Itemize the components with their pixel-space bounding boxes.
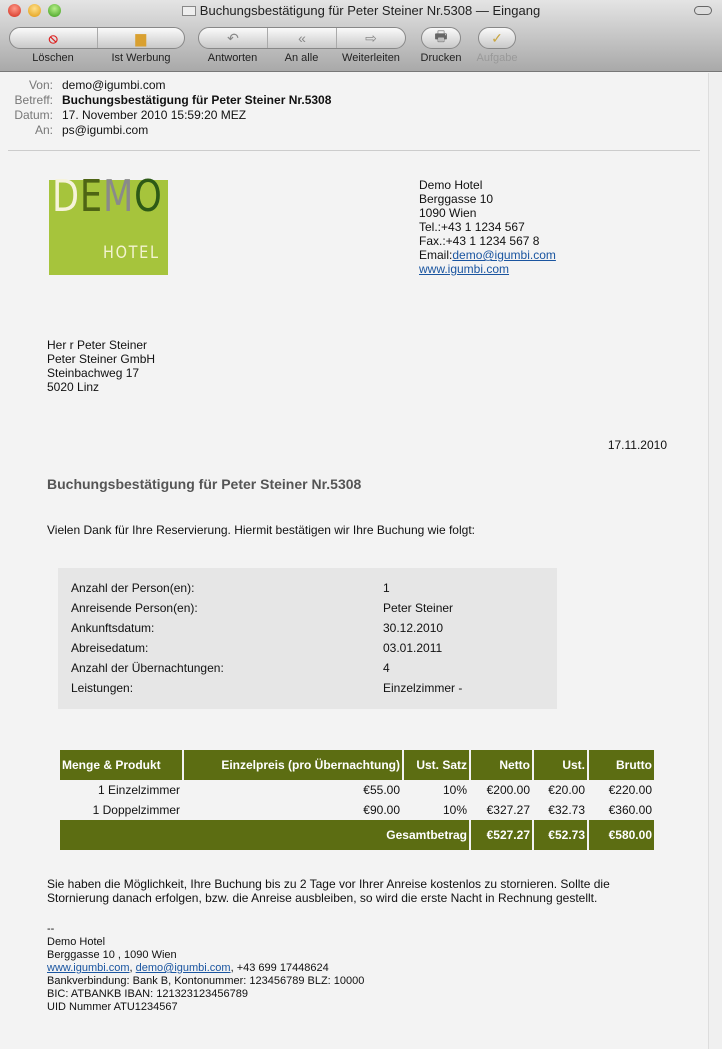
total-ust: €52.73 bbox=[534, 820, 587, 850]
recipient-street: Steinbachweg 17 bbox=[47, 366, 140, 380]
reply-all-label[interactable]: An alle bbox=[284, 52, 319, 64]
date-value: 17. November 2010 15:59:20 MEZ bbox=[62, 108, 247, 122]
delete-icon: ⦸ bbox=[48, 29, 58, 46]
table-header-row bbox=[60, 750, 654, 780]
delete-junk-group bbox=[9, 27, 185, 49]
column-header: Ust. Satz bbox=[404, 750, 469, 780]
date-label: Datum: bbox=[14, 108, 53, 122]
table-cell: €200.00 bbox=[486, 783, 530, 797]
window-title-text: Buchungsbestätigung für Peter Steiner Nr.5308 — Eingang bbox=[199, 3, 541, 18]
hotel-address bbox=[419, 178, 556, 276]
detail-label: Anzahl der Person(en): bbox=[71, 581, 195, 595]
recipient-address bbox=[47, 338, 155, 394]
hotel-fax: Fax.:+43 1 1234 567 8 bbox=[419, 234, 540, 248]
detail-value: 4 bbox=[383, 661, 390, 675]
recipient-company: Peter Steiner GmbH bbox=[47, 352, 156, 366]
cancellation-line: Stornierung danach erfolgen, bzw. die Anreise ausbleiben, so wird die erste Nacht in Rechnung gestellt. bbox=[47, 891, 598, 905]
table-cell: 10% bbox=[442, 783, 467, 797]
junk-icon: ▆ bbox=[135, 29, 147, 46]
logo-subtitle: HOTEL bbox=[103, 243, 160, 263]
column-header: Menge & Produkt bbox=[60, 750, 182, 780]
recipient-name: Her r Peter Steiner bbox=[47, 338, 148, 352]
junk-button[interactable] bbox=[98, 28, 185, 48]
detail-value: 03.01.2011 bbox=[383, 641, 443, 655]
to-label: An: bbox=[34, 123, 53, 137]
print-label[interactable]: Drucken bbox=[420, 52, 462, 64]
todo-label[interactable]: Aufgabe bbox=[476, 52, 518, 64]
hotel-web-link[interactable]: www.igumbi.com bbox=[419, 262, 510, 276]
booking-details bbox=[58, 568, 557, 709]
detail-value: Peter Steiner bbox=[383, 601, 454, 615]
hotel-email-link[interactable]: demo@igumbi.com bbox=[452, 248, 556, 262]
column-header: Einzelpreis (pro Übernachtung) bbox=[184, 750, 402, 780]
detail-label: Anreisende Person(en): bbox=[71, 601, 198, 615]
window-title bbox=[0, 3, 722, 18]
logo-letter: D bbox=[52, 171, 80, 222]
detail-value: 30.12.2010 bbox=[383, 621, 444, 635]
table-cell: €20.00 bbox=[548, 783, 585, 797]
table-row bbox=[60, 800, 654, 820]
delete-button[interactable] bbox=[10, 28, 98, 48]
subject-label: Betreff: bbox=[14, 93, 53, 107]
total-netto: €527.27 bbox=[471, 820, 532, 850]
column-header: Netto bbox=[471, 750, 532, 780]
table-cell: 10% bbox=[442, 803, 467, 817]
toolbar-toggle-button[interactable] bbox=[694, 6, 712, 15]
forward-arrow-icon: ⇨ bbox=[365, 29, 377, 46]
signature-bic: BIC: ATBANKB IBAN: 121323123456789 bbox=[47, 988, 248, 1000]
table-cell: €360.00 bbox=[608, 803, 652, 817]
scrollbar[interactable] bbox=[708, 73, 722, 1049]
letter-heading: Buchungsbestätigung für Peter Steiner Nr.5308 bbox=[47, 476, 362, 492]
table-cell: €220.00 bbox=[608, 783, 652, 797]
intro-text: Vielen Dank für Ihre Reservierung. Hiermit bestätigen wir Ihre Buchung wie folgt: bbox=[47, 523, 475, 537]
from-label: Von: bbox=[28, 78, 53, 92]
detail-value: Einzelzimmer - bbox=[383, 681, 463, 695]
reply-arrow-icon: ↶ bbox=[227, 29, 239, 46]
logo-letter: O bbox=[134, 171, 163, 222]
signature-email-link[interactable]: demo@igumbi.com bbox=[135, 962, 231, 974]
signature-web-link[interactable]: www.igumbi.com bbox=[47, 962, 130, 974]
to-value[interactable]: ps@igumbi.com bbox=[62, 123, 149, 137]
checkmark-icon: ✓ bbox=[491, 29, 503, 46]
hotel-email-label: Email: bbox=[419, 248, 453, 262]
cancellation-line: Sie haben die Möglichkeit, Ihre Buchung bis zu 2 Tage vor Ihrer Anreise kostenlos zu stornieren. Sollte die bbox=[47, 877, 610, 891]
table-cell: €55.00 bbox=[363, 783, 400, 797]
signature-separator: -- bbox=[47, 923, 55, 935]
detail-label: Leistungen: bbox=[71, 681, 134, 695]
table-cell: €327.27 bbox=[486, 803, 530, 817]
logo-letter: E bbox=[79, 171, 103, 222]
reply-group bbox=[198, 27, 406, 49]
reply-all-arrow-icon: « bbox=[298, 30, 306, 46]
envelope-icon bbox=[182, 6, 196, 16]
forward-label[interactable]: Weiterleiten bbox=[342, 52, 400, 64]
detail-label: Anzahl der Übernachtungen: bbox=[71, 661, 224, 675]
logo-letter: M bbox=[102, 171, 135, 222]
total-row bbox=[60, 820, 654, 850]
letter-date: 17.11.2010 bbox=[607, 438, 667, 452]
table-cell: 1 Doppelzimmer bbox=[92, 803, 180, 817]
hotel-tel: Tel.:+43 1 1234 567 bbox=[419, 220, 525, 234]
price-table bbox=[58, 750, 656, 850]
hotel-name: Demo Hotel bbox=[419, 178, 483, 192]
reply-all-button[interactable] bbox=[268, 28, 337, 48]
print-button[interactable] bbox=[421, 27, 461, 49]
signature-phone: , +43 699 17448624 bbox=[230, 962, 329, 974]
hotel-logo bbox=[49, 171, 168, 275]
todo-button[interactable] bbox=[478, 27, 516, 49]
delete-label[interactable]: Löschen bbox=[32, 52, 74, 64]
table-cell: €32.73 bbox=[548, 803, 585, 817]
column-header: Brutto bbox=[589, 750, 654, 780]
hotel-street: Berggasse 10 bbox=[419, 192, 494, 206]
total-label: Gesamtbetrag bbox=[60, 820, 469, 850]
message-header bbox=[0, 78, 331, 138]
total-brutto: €580.00 bbox=[589, 820, 654, 850]
signature-address: Berggasse 10 , 1090 Wien bbox=[47, 949, 177, 961]
detail-label: Ankunftsdatum: bbox=[71, 621, 155, 635]
subject-value: Buchungsbestätigung für Peter Steiner Nr.5308 bbox=[62, 93, 332, 107]
cancellation-policy bbox=[47, 877, 610, 905]
forward-button[interactable] bbox=[337, 28, 405, 48]
table-row bbox=[60, 780, 654, 800]
signature-uid: UID Nummer ATU1234567 bbox=[47, 1001, 178, 1013]
table-cell: €90.00 bbox=[363, 803, 400, 817]
recipient-city: 5020 Linz bbox=[47, 380, 100, 394]
detail-label: Abreisedatum: bbox=[71, 641, 149, 655]
signature-name: Demo Hotel bbox=[47, 936, 106, 948]
signature: -- Demo Hotel Berggasse 10 , 1090 Wien www.igumbi.com, demo@igumbi.com, +43 699 17448624 Bankverbindung: Bank B, Kontonummer: 123456789 BLZ: 10000 BIC: ATBANKB IBAN: 121323123456789 UID Nummer ATU1234567 bbox=[47, 923, 365, 1013]
signature-bank: Bankverbindung: Bank B, Kontonummer: 123456789 BLZ: 10000 bbox=[47, 975, 365, 987]
table-cell: 1 Einzelzimmer bbox=[97, 783, 180, 797]
header-divider bbox=[8, 150, 700, 151]
junk-label[interactable]: Ist Werbung bbox=[111, 52, 171, 64]
from-value[interactable]: demo@igumbi.com bbox=[62, 78, 166, 92]
printer-icon: 🖶 bbox=[434, 28, 448, 44]
column-header: Ust. bbox=[534, 750, 587, 780]
reply-label[interactable]: Antworten bbox=[207, 52, 258, 64]
hotel-city: 1090 Wien bbox=[419, 206, 477, 220]
reply-button[interactable] bbox=[199, 28, 268, 48]
detail-value: 1 bbox=[383, 581, 390, 595]
window-toolbar bbox=[0, 0, 722, 72]
